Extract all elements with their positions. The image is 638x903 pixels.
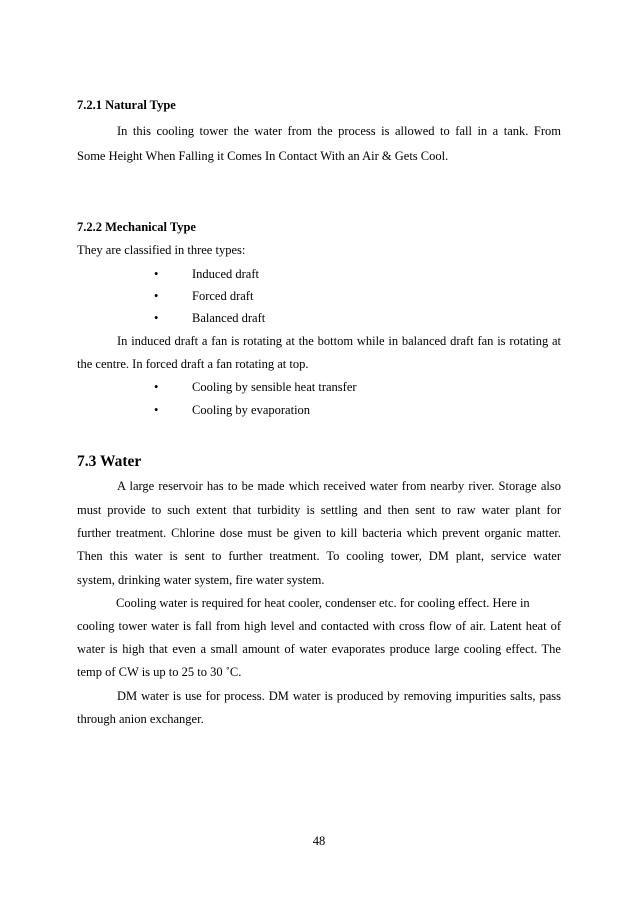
water-paragraph-1-line-5: system, drinking water system, fire water system. [77,573,325,587]
water-paragraph-3-line-1: DM water is use for process. DM water is produced by removing impurities salts, pass [117,689,561,703]
mechanical-paragraph-line-2: the centre. In forced draft a fan rotating at top. [77,357,309,371]
water-paragraph-2-line-3: water is high that even a small amount of water evaporates produce large cooling effect. The [77,642,561,656]
mechanical-paragraph-line-1: In induced draft a fan is rotating at the bottom while in balanced draft fan is rotating at [117,334,561,348]
water-paragraph-1-line-4: Then this water is sent to further treatment. To cooling tower, DM plant, service water [77,549,561,563]
bullet-icon: • [154,267,159,281]
water-paragraph-2-line-1: Cooling water is required for heat cooler, condenser etc. for cooling effect. Here in [116,596,530,610]
water-paragraph-1-line-3: further treatment. Chlorine dose must be given to kill bacteria which prevent organic matter. [77,526,561,540]
bullet-icon: • [154,311,159,325]
bullet-icon: • [154,380,159,394]
section-heading-mechanical-type: 7.2.2 Mechanical Type [77,220,196,234]
list-item-text: Cooling by evaporation [192,403,311,417]
water-paragraph-2-line-2: cooling tower water is fall from high level and contacted with cross flow of air. Latent heat of [77,619,561,633]
section-heading-natural-type: 7.2.1 Natural Type [77,98,176,112]
bullet-icon: • [154,403,159,417]
list-item-text: Cooling by sensible heat transfer [192,380,357,394]
page-number: 48 [312,834,326,848]
water-paragraph-2-line-4: temp of CW is up to 25 to 30 ˚C. [77,665,242,679]
list-item-text: Induced draft [192,267,259,281]
section-heading-water: 7.3 Water [77,453,142,470]
list-item-text: Balanced draft [192,311,266,325]
water-paragraph-3-line-2: through anion exchanger. [77,712,204,726]
bullet-icon: • [154,289,159,303]
water-paragraph-1-line-2: must provide to such extent that turbidity is settling and then sent to raw water plant for [77,503,561,517]
water-paragraph-1-line-1: A large reservoir has to be made which received water from nearby river. Storage also [117,479,561,493]
list-item-text: Forced draft [192,289,254,303]
mechanical-intro: They are classified in three types: [77,243,246,257]
natural-paragraph-line-2: Some Height When Falling it Comes In Contact With an Air & Gets Cool. [77,149,449,163]
natural-paragraph-line-1: In this cooling tower the water from the process is allowed to fall in a tank. From [117,124,561,138]
